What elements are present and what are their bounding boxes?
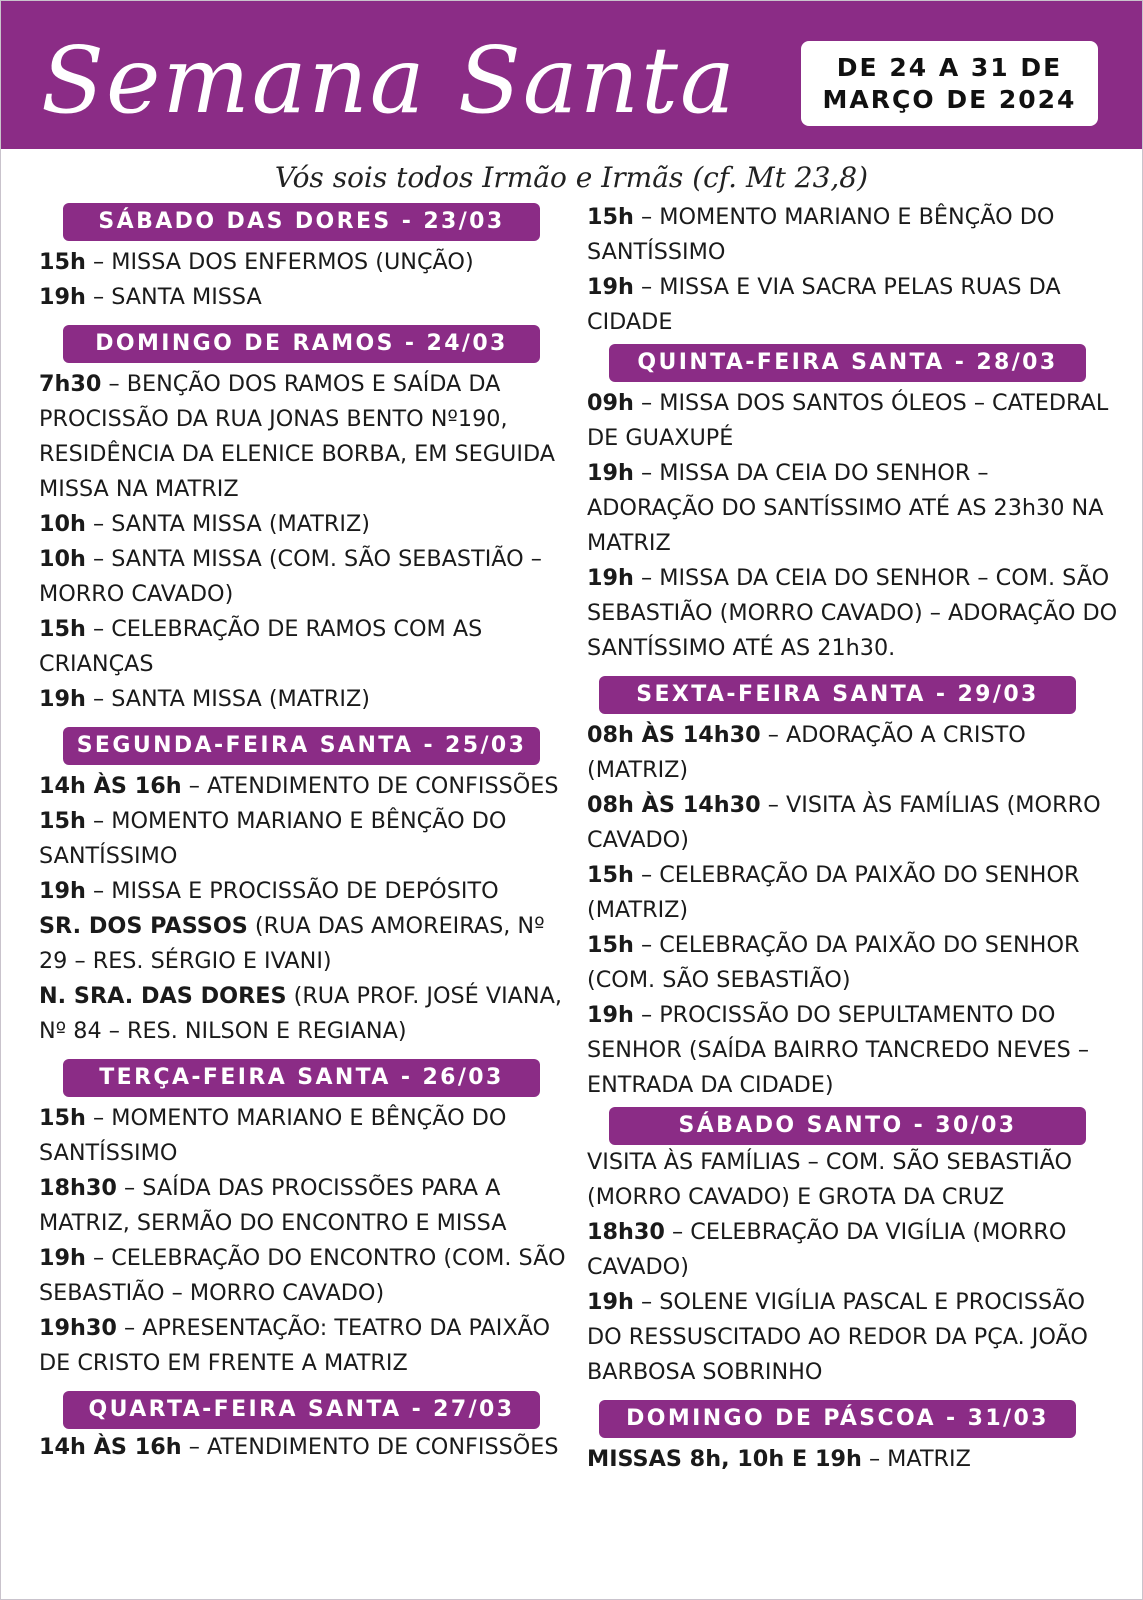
entry-text: – MISSA E PROCISSÃO DE DEPÓSITO: [85, 878, 499, 904]
entry-time: 14h ÀS 16h: [39, 773, 182, 799]
schedule-entry: [39, 245, 569, 280]
entry-text: VISITA ÀS FAMÍLIAS – COM. SÃO SEBASTIÃO (MORRO CAVADO) E GROTA DA CRUZ: [587, 1149, 1073, 1210]
entry-time: 08h ÀS 14h30: [587, 722, 761, 748]
entry-text: – VISITA ÀS FAMÍLIAS (MORRO CAVADO): [587, 792, 1101, 853]
entry-text: – ATENDIMENTO DE CONFISSÕES: [181, 1434, 559, 1460]
entry-time: 19h: [587, 274, 634, 300]
schedule-entry: [39, 804, 569, 874]
entry-time: 7h30: [39, 371, 102, 397]
day-banner: QUINTA-FEIRA SANTA - 28/03: [609, 344, 1086, 382]
day-banner: DOMINGO DE RAMOS - 24/03: [63, 325, 540, 363]
entry-time: 15h: [587, 862, 634, 888]
schedule-entry: [39, 874, 569, 909]
entry-text: – MISSA DA CEIA DO SENHOR – ADORAÇÃO DO SANTÍSSIMO ATÉ AS 23h30 NA MATRIZ: [587, 460, 1104, 556]
day-banner: QUARTA-FEIRA SANTA - 27/03: [63, 1391, 540, 1429]
entry-text: – SANTA MISSA (COM. SÃO SEBASTIÃO – MORRO CAVADO): [39, 546, 542, 607]
entry-text: – APRESENTAÇÃO: TEATRO DA PAIXÃO DE CRISTO EM FRENTE A MATRIZ: [39, 1315, 551, 1376]
day-banner: DOMINGO DE PÁSCOA - 31/03: [599, 1400, 1076, 1438]
entry-text: – MISSA DOS ENFERMOS (UNÇÃO): [85, 249, 474, 275]
schedule-entry: [39, 612, 569, 682]
entry-text: – ATENDIMENTO DE CONFISSÕES: [181, 773, 559, 799]
schedule-entry: [39, 280, 569, 315]
entry-text: – MOMENTO MARIANO E BÊNÇÃO DO SANTÍSSIMO: [587, 204, 1055, 265]
left-column: [39, 203, 569, 1465]
entry-time: 19h: [587, 460, 634, 486]
day-schedule: [39, 1097, 569, 1385]
day-schedule: [39, 241, 569, 319]
schedule-entry: [587, 561, 1122, 666]
entry-time: 15h: [587, 932, 634, 958]
entry-text: – SOLENE VIGÍLIA PASCAL E PROCISSÃO DO RESSUSCITADO AO REDOR DA PÇA. JOÃO BARBOSA SOBRINHO: [587, 1289, 1088, 1385]
schedule-entry: [587, 1145, 1122, 1215]
schedule-entry: [587, 386, 1122, 456]
day-banner: SEGUNDA-FEIRA SANTA - 25/03: [63, 727, 540, 765]
entry-time: 19h: [587, 565, 634, 591]
day-schedule: [587, 1145, 1122, 1394]
day-schedule: [39, 363, 569, 721]
entry-time: MISSAS 8h, 10h E 19h: [587, 1446, 862, 1472]
entry-time: 15h: [39, 616, 86, 642]
entry-time: 15h: [39, 249, 86, 275]
schedule-entry: [39, 367, 569, 507]
entry-time: 19h: [39, 284, 86, 310]
schedule-entry: [39, 769, 569, 804]
schedule-entry: [587, 270, 1122, 340]
day-schedule: [39, 765, 569, 1053]
date-range-box: [801, 41, 1098, 126]
entry-time: 15h: [39, 808, 86, 834]
schedule-entry: [587, 858, 1122, 928]
entry-text: – MOMENTO MARIANO E BÊNÇÃO DO SANTÍSSIMO: [39, 1105, 507, 1166]
entry-text: – MATRIZ: [861, 1446, 971, 1472]
entry-time: 19h: [39, 686, 86, 712]
entry-time: 19h: [587, 1289, 634, 1315]
schedule-entry: [39, 1171, 569, 1241]
schedule-entry: [587, 1285, 1122, 1390]
entry-place: SR. DOS PASSOS: [39, 913, 248, 939]
day-banner: SEXTA-FEIRA SANTA - 29/03: [599, 676, 1076, 714]
entry-text: – MISSA DOS SANTOS ÓLEOS – CATEDRAL DE GUAXUPÉ: [587, 390, 1109, 451]
schedule-entry: [587, 200, 1122, 270]
entry-text: – PROCISSÃO DO SEPULTAMENTO DO SENHOR (SAÍDA BAIRRO TANCREDO NEVES – ENTRADA DA CIDADE): [587, 1002, 1090, 1098]
subtitle-quote: Vós sois todos Irmão e Irmãs (cf. Mt 23,8): [274, 161, 869, 194]
entry-text: – SANTA MISSA (MATRIZ): [85, 511, 370, 537]
entry-text: – CELEBRAÇÃO DA PAIXÃO DO SENHOR (COM. SÃO SEBASTIÃO): [587, 932, 1080, 993]
entry-time: 15h: [587, 204, 634, 230]
schedule-entry: [587, 718, 1122, 788]
schedule-entry: [39, 979, 569, 1049]
schedule-entry: [39, 1311, 569, 1381]
entry-time: 19h30: [39, 1315, 117, 1341]
schedule-entry: [587, 998, 1122, 1103]
entry-text: – ADORAÇÃO A CRISTO (MATRIZ): [587, 722, 1026, 783]
schedule-entry: [39, 1241, 569, 1311]
day-schedule-continued: [587, 200, 1122, 344]
entry-text: – MOMENTO MARIANO E BÊNÇÃO DO SANTÍSSIMO: [39, 808, 507, 869]
entry-time: 10h: [39, 511, 86, 537]
day-banner: SÁBADO SANTO - 30/03: [609, 1107, 1086, 1145]
day-schedule: [587, 714, 1122, 1107]
day-schedule: [39, 1429, 569, 1465]
day-banner: TERÇA-FEIRA SANTA - 26/03: [63, 1059, 540, 1097]
schedule-entry: [587, 928, 1122, 998]
entry-time: 19h: [587, 1002, 634, 1028]
entry-text: (RUA DAS AMOREIRAS, Nº 29 – RES. SÉRGIO E IVANI): [39, 913, 545, 974]
entry-time: 19h: [39, 1245, 86, 1271]
schedule-entry: [587, 788, 1122, 858]
schedule-entry: [587, 1215, 1122, 1285]
entry-text: (RUA PROF. JOSÉ VIANA, Nº 84 – RES. NILSON E REGIANA): [39, 983, 562, 1044]
entry-text: – BENÇÃO DOS RAMOS E SAÍDA DA PROCISSÃO DA RUA JONAS BENTO Nº190, RESIDÊNCIA DA ELENICE BORBA, EM SEGUIDA MISSA NA MATRIZ: [39, 371, 555, 502]
right-column: [587, 200, 1122, 1481]
schedule-entry: [587, 456, 1122, 561]
date-line-1: DE 24 A 31 DE: [836, 52, 1063, 82]
entry-place: N. SRA. DAS DORES: [39, 983, 287, 1009]
entry-text: – CELEBRAÇÃO DE RAMOS COM AS CRIANÇAS: [39, 616, 483, 677]
entry-text: – MISSA DA CEIA DO SENHOR – COM. SÃO SEBASTIÃO (MORRO CAVADO) – ADORAÇÃO DO SANTÍSSIMO ATÉ AS 21h30.: [587, 565, 1118, 661]
date-line-2: MARÇO DE 2024: [822, 84, 1077, 114]
entry-text: – MISSA E VIA SACRA PELAS RUAS DA CIDADE: [587, 274, 1061, 335]
entry-time: 19h: [39, 878, 86, 904]
schedule-entry: [587, 1442, 1122, 1477]
schedule-entry: [39, 682, 569, 717]
entry-text: – CELEBRAÇÃO DO ENCONTRO (COM. SÃO SEBASTIÃO – MORRO CAVADO): [39, 1245, 566, 1306]
schedule-entry: [39, 1101, 569, 1171]
entry-time: 18h30: [587, 1219, 665, 1245]
header-bar: [1, 1, 1142, 149]
entry-text: – SAÍDA DAS PROCISSÕES PARA A MATRIZ, SERMÃO DO ENCONTRO E MISSA: [39, 1175, 507, 1236]
entry-time: 10h: [39, 546, 86, 572]
entry-time: 08h ÀS 14h30: [587, 792, 761, 818]
entry-text: – SANTA MISSA (MATRIZ): [85, 686, 370, 712]
poster-title: Semana Santa: [41, 27, 737, 134]
schedule-entry: [39, 909, 569, 979]
entry-text: – CELEBRAÇÃO DA PAIXÃO DO SENHOR (MATRIZ): [587, 862, 1080, 923]
entry-time: 09h: [587, 390, 634, 416]
schedule-entry: [39, 1433, 569, 1461]
schedule-entry: [39, 507, 569, 542]
day-banner: SÁBADO DAS DORES - 23/03: [63, 203, 540, 241]
entry-text: – CELEBRAÇÃO DA VIGÍLIA (MORRO CAVADO): [587, 1219, 1067, 1280]
schedule-entry: [39, 542, 569, 612]
entry-time: 14h ÀS 16h: [39, 1434, 182, 1460]
day-schedule: [587, 382, 1122, 670]
entry-text: – SANTA MISSA: [85, 284, 262, 310]
entry-time: 15h: [39, 1105, 86, 1131]
day-schedule: [587, 1438, 1122, 1481]
entry-time: 18h30: [39, 1175, 117, 1201]
